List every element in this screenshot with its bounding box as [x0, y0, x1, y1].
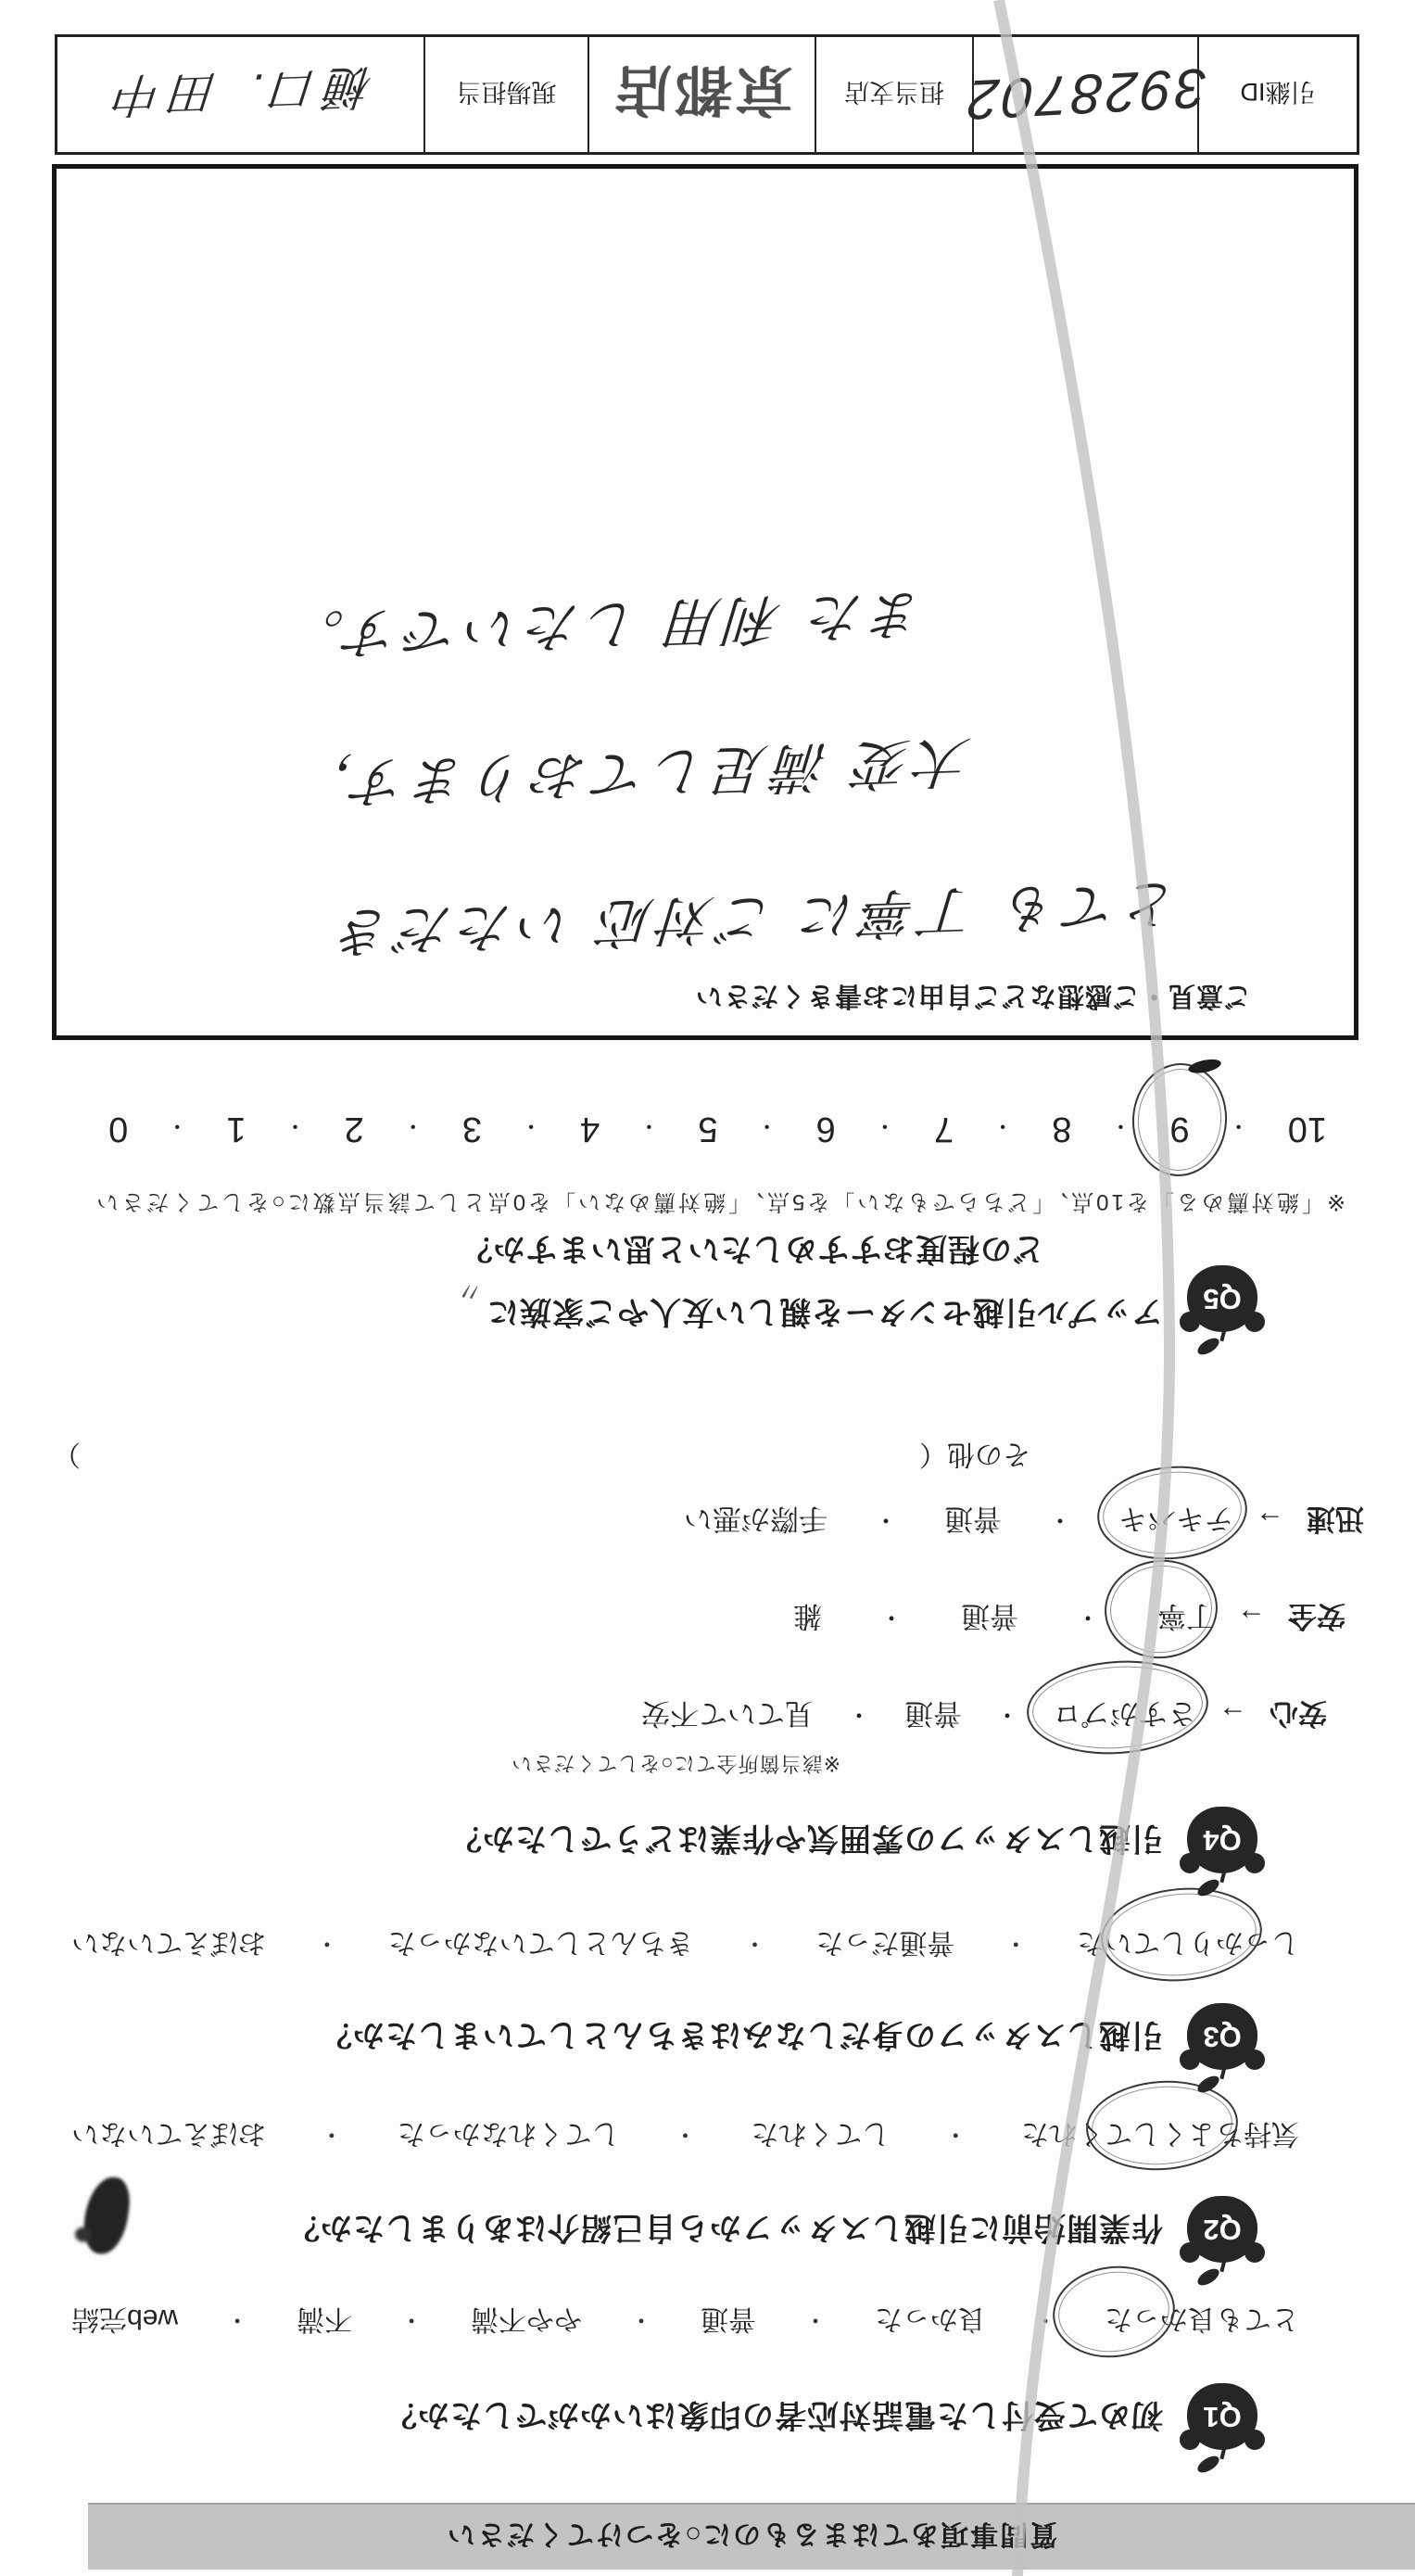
separator: ・: [992, 1113, 1015, 1138]
separator: ・: [1109, 1113, 1132, 1138]
option: きちんとしていなかった: [387, 1927, 694, 1958]
badge-leaf-icon: [1195, 2453, 1222, 2476]
separator: ・: [943, 2121, 968, 2150]
q4-row-jinsoku: [684, 1501, 1364, 1542]
separator: ・: [846, 1701, 871, 1729]
separator: ・: [1227, 1113, 1250, 1138]
option: 手際が悪い: [683, 1503, 828, 1535]
site-staff-cell: [57, 37, 423, 152]
scale-number: 7: [933, 1110, 954, 1148]
branch-stamp: 京都店: [612, 58, 793, 121]
site-staff-label: 現場担当: [423, 37, 587, 152]
q5-note-text: ※「絶対薦める」を10点、「どちらでもない」を5点、「絶対薦めない」を0点として該当点数に○をしてください: [94, 1189, 1346, 1214]
q4-badge-icon: [1178, 1796, 1267, 1892]
handover-id-handwritten-value: 3928702: [963, 57, 1208, 133]
option: 丁寧: [1157, 1600, 1215, 1632]
option: 普通だった: [815, 1927, 955, 1958]
q2-question-text: 作業開始前に引越しスタッフから自己紹介はありましたか？: [287, 2210, 1163, 2245]
separator: ・: [314, 1930, 339, 1959]
separator: ・: [401, 1113, 424, 1138]
q1-badge-label: Q1: [1203, 2401, 1242, 2433]
instruction-bar: [88, 2503, 1415, 2570]
q1-question-text: 初めて受付した電話対応者の印象はいかがでしたか？: [385, 2397, 1163, 2432]
scale-number: 2: [344, 1110, 364, 1148]
separator: ・: [399, 2306, 424, 2335]
q1-options-row: [71, 2302, 1299, 2342]
branch-label: 担当支店: [815, 37, 972, 152]
pen-tick-mark: 〃: [454, 1273, 486, 1307]
separator: ・: [878, 1604, 903, 1631]
separator: ・: [873, 1506, 898, 1534]
handwritten-comment-line2: 大変 満足しております，: [289, 730, 972, 815]
separator: ・: [629, 2306, 654, 2335]
option: 普通: [701, 2303, 757, 2334]
option: 見ていて不安: [640, 1697, 814, 1730]
separator: ・: [673, 2121, 698, 2150]
option: web完結: [71, 2303, 179, 2334]
q5-score-scale: [108, 1109, 1327, 1148]
option: とても良かった: [1105, 2303, 1299, 2334]
separator: ・: [994, 1701, 1019, 1729]
q4-question-text: 引越しスタッフの雰囲気や作業はどうでしたか？: [449, 1821, 1163, 1856]
option: 気持ちよくしてくれた: [1021, 2118, 1299, 2149]
separator: ・: [1075, 1604, 1100, 1631]
q4-badge-label: Q4: [1203, 1824, 1242, 1857]
arrow-icon: →: [1219, 1700, 1247, 1733]
instruction-bar-text: 質問事項あてはまるものに○をつけてください: [445, 2519, 1058, 2549]
handwritten-comment-line3: また 利用 したいです。: [282, 582, 926, 666]
q3-badge-label: Q3: [1203, 2021, 1242, 2053]
separator: ・: [803, 2306, 828, 2335]
branch-stamp-cell: [587, 37, 815, 152]
separator: ・: [1047, 1506, 1072, 1534]
option: 良かった: [875, 2303, 987, 2334]
handover-id-label: 引継ID: [1197, 37, 1357, 152]
q4-row-anshin: [641, 1695, 1327, 1737]
separator: ・: [319, 2121, 344, 2150]
separator: ・: [638, 1113, 661, 1138]
q4-other-paren-close: ）: [53, 1439, 81, 1469]
scale-number: 9: [1169, 1110, 1190, 1148]
arrow-icon: →: [1256, 1505, 1284, 1539]
handover-id-value-cell: [963, 37, 1208, 152]
q2-options-row: [71, 2116, 1299, 2157]
option: さすがプロ: [1053, 1697, 1196, 1730]
option: してくれなかった: [397, 2118, 620, 2149]
separator: ・: [284, 1113, 307, 1138]
option: やや不満: [471, 2303, 583, 2334]
option: 普通: [960, 1600, 1018, 1632]
option: 雑: [792, 1600, 822, 1632]
site-staff-handwritten-names: 樋口. 田中: [106, 59, 376, 122]
scale-number: 6: [815, 1110, 836, 1148]
row-label: 迅速: [1307, 1503, 1364, 1535]
q5-question-line2: どの程度おすすめしたいと思いますか？: [460, 1231, 1044, 1266]
q3-badge-icon: [1178, 1992, 1267, 2088]
comment-box-label: ご意見・ご感想などご自由にお書きください: [694, 981, 1251, 1010]
scale-number: 5: [698, 1110, 718, 1148]
separator: ・: [225, 2306, 250, 2335]
option: してくれた: [751, 2118, 891, 2149]
q2-badge-icon: [1178, 2185, 1267, 2281]
handwritten-comment-line1: とても 丁寧に ご対応 いただき: [330, 871, 1181, 963]
q2-badge-label: Q2: [1203, 2214, 1242, 2246]
scale-number: 3: [461, 1110, 482, 1148]
scale-number: 0: [108, 1110, 129, 1148]
separator: ・: [755, 1113, 778, 1138]
option: おぼえていない: [71, 1927, 267, 1958]
separator: ・: [873, 1113, 896, 1138]
scale-number: 10: [1287, 1110, 1327, 1148]
paren-open: （: [919, 1439, 947, 1469]
separator: ・: [742, 1930, 767, 1959]
q5-question-line1: アップル引越センターを親しい友人やご家族に: [486, 1294, 1163, 1329]
q5-badge-label: Q5: [1203, 1283, 1242, 1315]
option: 不満: [297, 2303, 353, 2334]
handover-id-strip: [55, 34, 1359, 155]
option: おぼえていない: [71, 2118, 267, 2149]
separator: ・: [1033, 2306, 1058, 2335]
scale-number: 4: [580, 1110, 600, 1148]
q3-options-row: [71, 1925, 1299, 1966]
option: テキパキ: [1118, 1503, 1233, 1535]
q4-note-text: ※該当箇所全てに○をしてください: [511, 1752, 840, 1775]
scale-number: 8: [1052, 1110, 1072, 1148]
q5-badge-icon: [1178, 1254, 1267, 1351]
q4-other-label: その他（: [919, 1439, 1030, 1469]
row-label: 安全: [1288, 1600, 1346, 1632]
separator: ・: [166, 1113, 189, 1138]
option: しっかりしていた: [1077, 1927, 1299, 1958]
arrow-icon: →: [1237, 1603, 1266, 1636]
row-label: 安心: [1270, 1697, 1327, 1730]
option: 普通: [943, 1503, 1002, 1535]
separator: ・: [1004, 1930, 1029, 1959]
option: 普通: [903, 1697, 962, 1730]
q3-question-text: 引越しスタッフの身だしなみはきちんとしていましたか？: [320, 2017, 1163, 2052]
q4-row-anzen: [793, 1598, 1346, 1640]
q1-badge-icon: [1178, 2372, 1267, 2468]
scale-number: 1: [226, 1110, 246, 1148]
separator: ・: [520, 1113, 543, 1138]
